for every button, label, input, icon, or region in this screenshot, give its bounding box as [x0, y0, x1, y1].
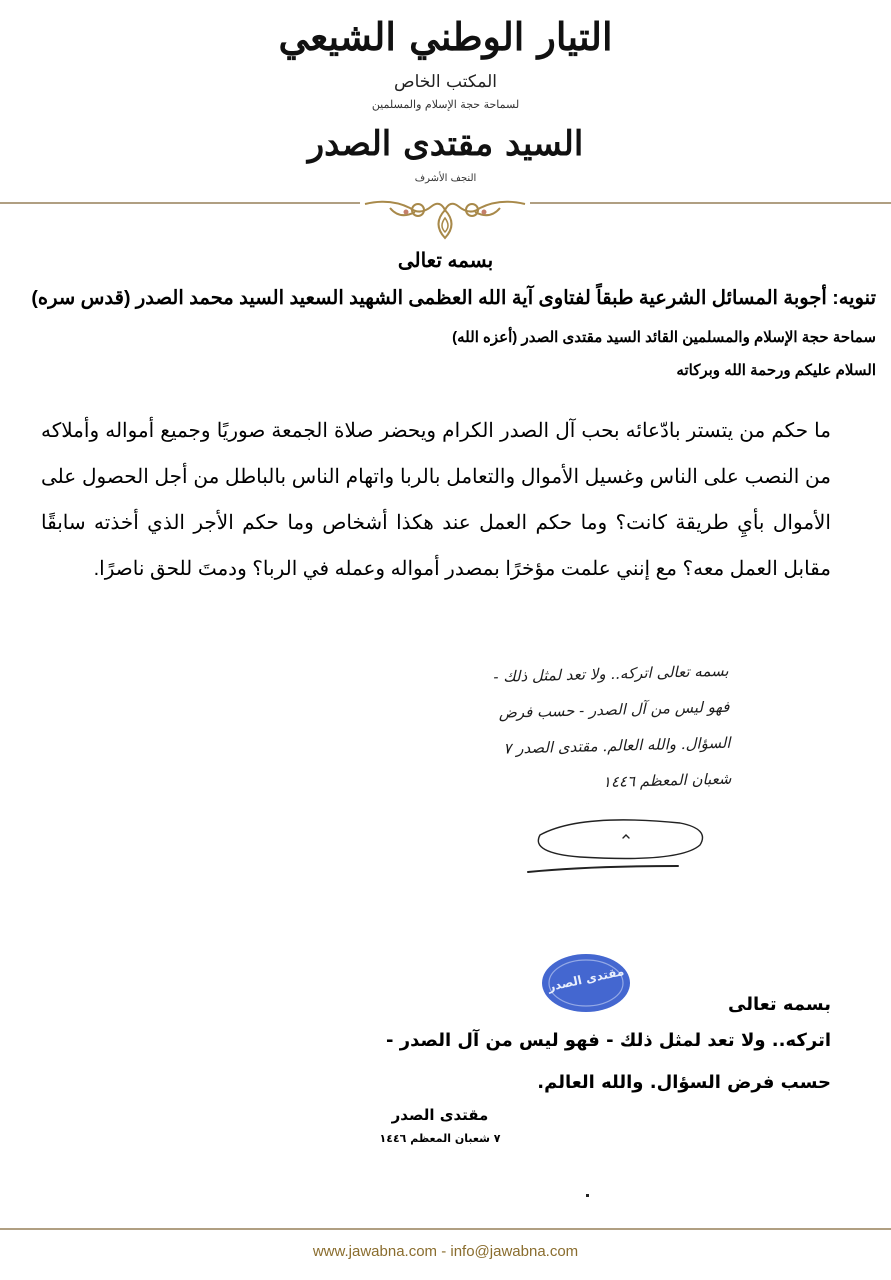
- address-line: سماحة حجة الإسلام والمسلمين القائد السيد مقتدى الصدر (أعزه الله): [452, 329, 876, 346]
- letterhead-name: السيد مقتدى الصدر: [307, 124, 584, 164]
- answer-heading: بسمه تعالى: [728, 994, 831, 1015]
- answer-line: اتركه.. ولا تعد لمثل ذلك - فهو ليس من آل الصدر -: [385, 1030, 831, 1051]
- signature-name: مقتدى الصدر: [391, 1106, 489, 1124]
- question-text: ما حكم من يتستر بادّعائه بحب آل الصدر الكرام ويحضر صلاة الجمعة صوريًا وجميع أمواله وأملاكه من النصب على الناس وغسيل الأموال والتعامل بالربا واتهام الناس بالباطل من أجل الحصول على الأموال بأيِ طريقة كانت؟ وما حكم العمل عند هكذا أشخاص وما حكم الأجر الذي أخذته سابقًا مقابل العمل معه؟ مع إنني علمت مؤخرًا بمصدر أمواله وعمله في الربا؟ ودمتَ للحق ناصرًا.: [41, 420, 831, 580]
- footer-contact: www.jawabna.com - info@jawabna.com: [312, 1243, 579, 1260]
- answer-line: حسب فرض السؤال. والله العالم.: [537, 1072, 831, 1093]
- letterhead-office: المكتب الخاص: [394, 72, 497, 92]
- seal-text: مقتدى الصدر: [546, 964, 626, 994]
- heading-bismihi: بسمه تعالى: [397, 250, 494, 272]
- letterhead-title: التيار الوطني الشيعي: [278, 14, 613, 59]
- greeting-line: السلام عليكم ورحمة الله وبركاته: [676, 362, 876, 379]
- handwritten-answer-text: بسمه تعالى اتركه.. ولا تعد لمثل ذلك - فهو ليس من آل الصدر - حسب فرض السؤال. والله العالم. مقتدى الصدر ٧ شعبان المعظم ١٤٤٦: [493, 661, 732, 792]
- notice-line: تنويه: أجوبة المسائل الشرعية طبقاً لفتاوى آية الله العظمى الشهيد السعيد السيد محمد الصدر (قدس سره): [31, 287, 876, 309]
- letterhead-city: النجف الأشرف: [414, 173, 477, 184]
- stray-mark: [586, 1194, 589, 1197]
- footer-divider: [0, 1228, 891, 1230]
- ornament-icon: [360, 196, 530, 240]
- letterhead-honorific: لسماحة حجة الإسلام والمسلمين: [371, 98, 520, 111]
- handwritten-answer: [440, 650, 740, 990]
- signature-date: ٧ شعبان المعظم ١٤٤٦: [379, 1132, 501, 1145]
- letterhead: [0, 0, 891, 200]
